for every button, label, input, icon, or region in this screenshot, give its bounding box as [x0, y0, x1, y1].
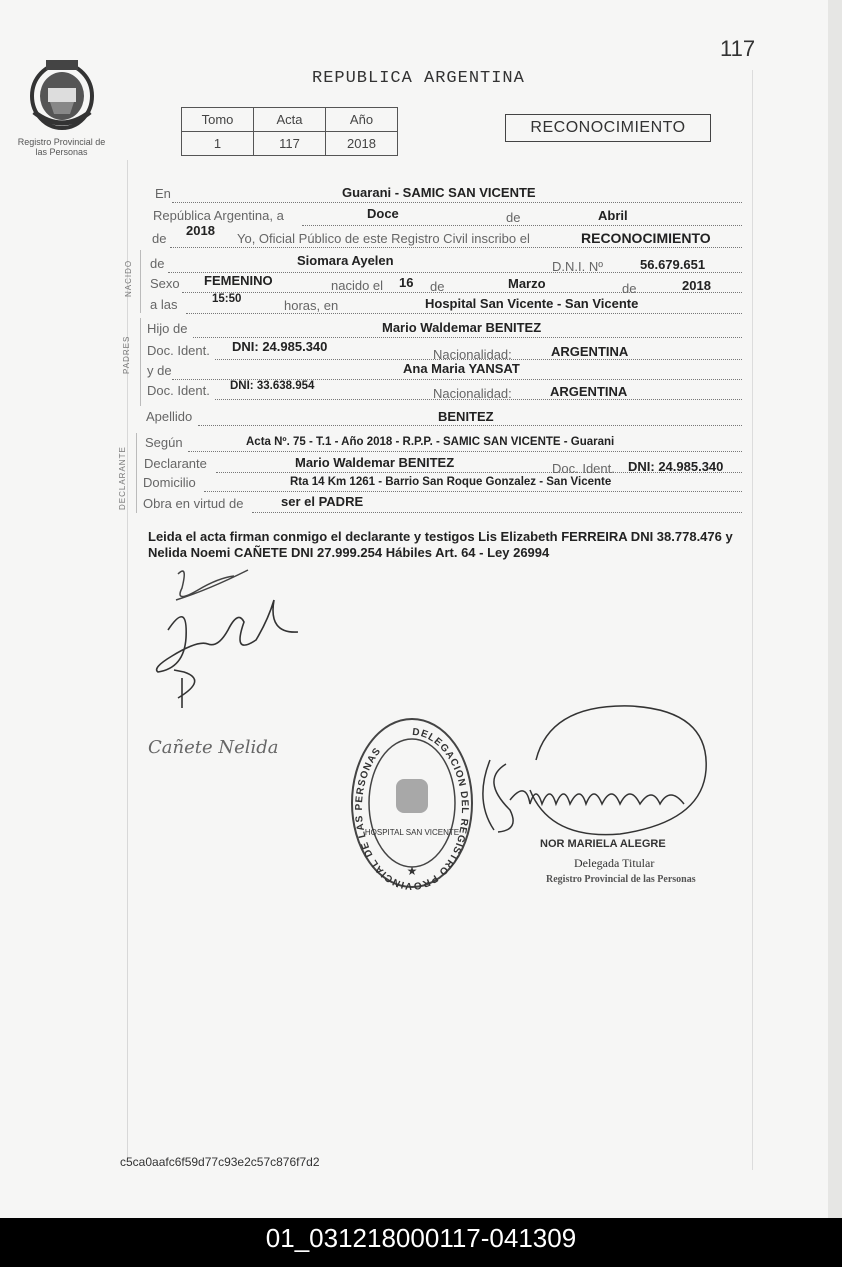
signature-declarante	[148, 560, 308, 710]
doc3-label: Doc. Ident.	[552, 461, 615, 476]
document-hash: c5ca0aafc6f59d77c93e2c57c876f7d2	[120, 1155, 320, 1169]
apellido-label: Apellido	[146, 409, 193, 424]
dotted-line	[198, 424, 742, 426]
province-coat-of-arms-logo	[26, 52, 98, 132]
nac1-label: Nacionalidad:	[433, 347, 512, 362]
table-cell-tomo: 1	[182, 132, 254, 156]
dotted-line	[252, 511, 742, 513]
stamp-ring-text: DELEGACION DEL REGISTRO PROVINCIAL DE LAS PERSONAS	[353, 726, 470, 890]
nac-anio-value: 2018	[682, 278, 711, 293]
dotted-line	[193, 336, 742, 338]
declarante-value: Mario Waldemar BENITEZ	[295, 455, 455, 470]
table-header-anio: Año	[326, 108, 398, 132]
page-number: 117	[720, 36, 756, 61]
declarante-label: Declarante	[144, 456, 207, 471]
apellido-value: BENITEZ	[438, 409, 494, 424]
dni-label: D.N.I. Nº	[552, 259, 603, 274]
handwritten-witness-name: Cañete Nelida	[148, 737, 279, 758]
nacido-label: nacido el	[331, 278, 384, 293]
hijo-label: Hijo de	[147, 321, 188, 336]
nac2-label: Nacionalidad:	[433, 386, 512, 401]
nac2-value: ARGENTINA	[550, 384, 628, 399]
dni-value: 56.679.651	[640, 257, 706, 272]
doc1-value: DNI: 24.985.340	[232, 339, 328, 354]
sexo-value: FEMENINO	[204, 273, 273, 288]
horas-label: horas, en	[284, 298, 339, 313]
dotted-line	[186, 312, 742, 314]
dotted-line	[172, 201, 742, 203]
nac1-value: ARGENTINA	[551, 344, 629, 359]
side-rule-padres	[140, 318, 141, 406]
lugar-value: Hospital San Vicente - San Vicente	[425, 296, 639, 311]
nac-dia-value: 16	[399, 275, 414, 290]
stamp-inner-text: HOSPITAL SAN VICENTE	[364, 828, 460, 837]
official-stamp	[348, 715, 478, 895]
yde-label: y de	[147, 363, 172, 378]
dotted-line	[182, 291, 742, 293]
nac-de2-label: de	[622, 281, 637, 296]
right-margin-rule	[752, 70, 753, 1170]
svg-text:★: ★	[406, 864, 418, 878]
yo-label: Yo, Oficial Público de este Registro Civil inscribo el	[237, 231, 530, 246]
de3-label: de	[150, 256, 165, 271]
dotted-line	[188, 450, 742, 452]
document-title: REPUBLICA ARGENTINA	[312, 69, 525, 88]
alas-label: a las	[150, 297, 178, 312]
side-rule-nacido	[140, 250, 141, 313]
nombre-value: Siomara Ayelen	[297, 253, 394, 268]
de-label: de	[506, 210, 521, 225]
anio-value: 2018	[186, 223, 215, 238]
record-type-box: RECONOCIMIENTO	[505, 114, 711, 142]
obra-value: ser el PADRE	[281, 494, 364, 509]
en-label: En	[155, 186, 171, 201]
doc3-value: DNI: 24.985.340	[628, 459, 724, 474]
domicilio-label: Domicilio	[143, 475, 196, 490]
side-rule-declarante	[136, 433, 137, 513]
en-value: Guarani - SAMIC SAN VICENTE	[342, 185, 536, 200]
hora-value: 15:50	[212, 293, 242, 305]
doc2-label: Doc. Ident.	[147, 383, 210, 398]
domicilio-value: Rta 14 Km 1261 - Barrio San Roque Gonzalez - San Vicente	[290, 476, 612, 488]
mes-value: Abril	[598, 208, 628, 223]
side-label-declarante: DECLARANTE	[118, 446, 127, 510]
dotted-line	[204, 490, 742, 492]
official-office: Registro Provincial de las Personas	[546, 874, 696, 885]
segun-value: Acta Nº. 75 - T.1 - Año 2018 - R.P.P. - SAMIC SAN VICENTE - Guarani	[246, 436, 615, 448]
page-edge	[828, 0, 842, 1218]
table-cell-anio: 2018	[326, 132, 398, 156]
obra-label: Obra en virtud de	[143, 496, 244, 511]
footer-document-id: 01_031218000117-041309	[0, 1218, 842, 1267]
dia-value: Doce	[367, 206, 399, 221]
signature-official	[470, 700, 720, 855]
padre-value: Mario Waldemar BENITEZ	[382, 320, 542, 335]
side-label-padres: PADRES	[122, 335, 131, 374]
reading-statement: Leida el acta firman conmigo el declarante y testigos Lis Elizabeth FERREIRA DNI 38.778.476 y Nelida Noemi CAÑETE DNI 27.999.254 Hábiles Art. 64 - Ley 26994	[148, 529, 733, 560]
record-table	[181, 107, 398, 156]
dotted-line	[170, 246, 742, 248]
madre-value: Ana Maria YANSAT	[403, 361, 520, 376]
dotted-line	[302, 224, 742, 226]
official-role: Delegada Titular	[574, 856, 655, 870]
segun-label: Según	[145, 435, 183, 450]
official-name: NOR MARIELA ALEGRE	[540, 838, 666, 850]
nac-mes-value: Marzo	[508, 276, 546, 291]
left-margin-rule	[127, 160, 128, 1160]
side-label-nacido: NACIDO	[124, 259, 133, 297]
table-cell-acta: 117	[254, 132, 326, 156]
table-header-acta: Acta	[254, 108, 326, 132]
inscribo-value: RECONOCIMIENTO	[581, 230, 711, 246]
nac-de-label: de	[430, 279, 445, 294]
table-header-tomo: Tomo	[182, 108, 254, 132]
doc2-value: DNI: 33.638.954	[230, 380, 315, 392]
de2-label: de	[152, 231, 167, 246]
registry-label: Registro Provincial de las Personas	[17, 137, 106, 157]
sexo-label: Sexo	[150, 276, 180, 291]
doc1-label: Doc. Ident.	[147, 343, 210, 358]
republica-label: República Argentina, a	[153, 208, 284, 223]
